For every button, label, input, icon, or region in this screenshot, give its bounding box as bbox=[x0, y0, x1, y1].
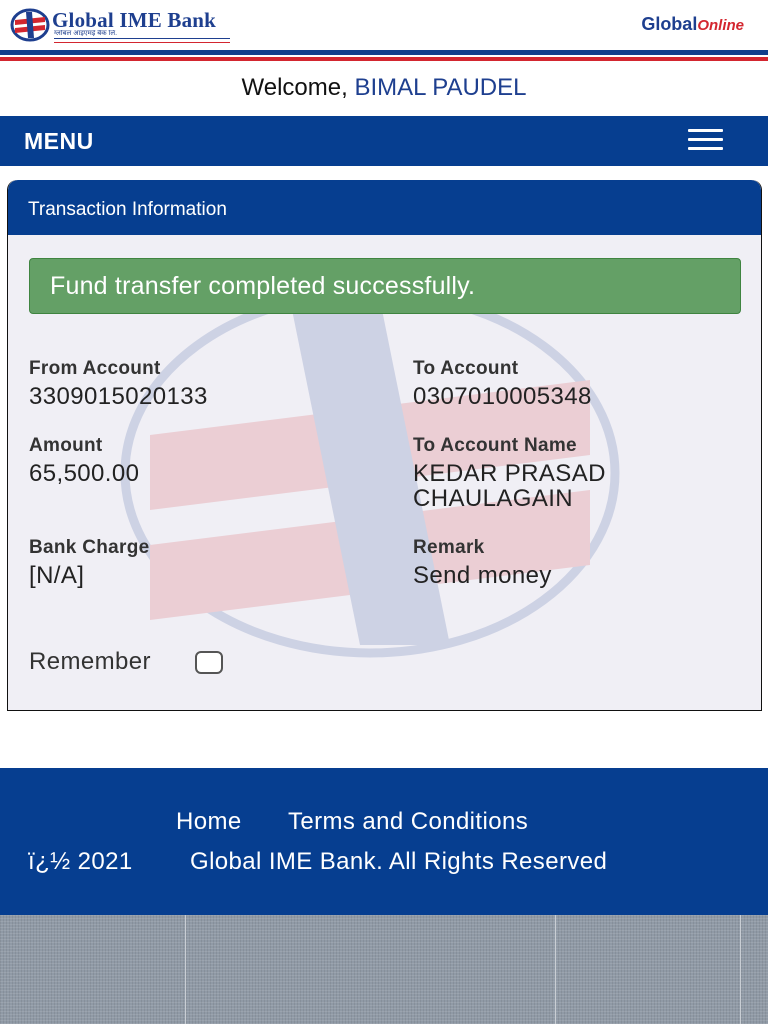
remark-value: Send money bbox=[413, 562, 552, 589]
bank-charge-value: [N/A] bbox=[29, 562, 85, 589]
brand-underline bbox=[54, 38, 230, 43]
footer-link-terms[interactable]: Terms and Conditions bbox=[288, 808, 529, 835]
amount-label: Amount bbox=[29, 435, 103, 456]
to-account-name-line1: KEDAR PRASAD bbox=[413, 460, 606, 487]
online-brand-text: Global bbox=[641, 14, 698, 34]
header-stripe-red bbox=[0, 57, 768, 61]
bank-charge-label: Bank Charge bbox=[29, 537, 150, 558]
transaction-panel bbox=[7, 180, 762, 711]
from-account-value: 3309015020133 bbox=[29, 383, 208, 410]
footer-copyright: ï¿½ 2021 bbox=[28, 848, 133, 875]
global-ime-globe-icon bbox=[10, 8, 50, 42]
texture-seam bbox=[740, 915, 741, 1024]
texture-seam bbox=[185, 915, 186, 1024]
to-account-name-label: To Account Name bbox=[413, 435, 577, 456]
hamburger-icon[interactable] bbox=[688, 129, 724, 151]
remember-checkbox[interactable] bbox=[195, 651, 223, 674]
texture-seam bbox=[555, 915, 556, 1024]
from-account-label: From Account bbox=[29, 358, 161, 379]
to-account-value: 0307010005348 bbox=[413, 383, 592, 410]
bank-tagline: ग्लोबल आइएमई बैंक लि. bbox=[54, 30, 118, 37]
remark-label: Remark bbox=[413, 537, 485, 558]
header-stripe-blue bbox=[0, 50, 768, 55]
footer-rights: Global IME Bank. All Rights Reserved bbox=[190, 848, 608, 875]
menu-label: MENU bbox=[24, 128, 94, 154]
to-account-name-line2: CHAULAGAIN bbox=[413, 485, 574, 512]
panel-header bbox=[8, 180, 761, 235]
menu-bar bbox=[0, 116, 768, 166]
success-alert bbox=[29, 258, 741, 314]
online-brand-accent: Online bbox=[697, 17, 744, 34]
bottom-background bbox=[0, 915, 768, 1024]
footer bbox=[0, 768, 768, 915]
remember-label: Remember bbox=[29, 648, 151, 675]
user-name: BIMAL PAUDEL bbox=[354, 74, 527, 101]
welcome-banner bbox=[0, 74, 768, 102]
panel-title: Transaction Information bbox=[28, 199, 227, 220]
bank-name: Global IME Bank bbox=[52, 8, 217, 32]
footer-link-home[interactable]: Home bbox=[176, 808, 242, 835]
to-account-label: To Account bbox=[413, 358, 519, 379]
welcome-greeting: Welcome, bbox=[241, 74, 348, 101]
amount-value: 65,500.00 bbox=[29, 460, 140, 487]
success-message: Fund transfer completed successfully. bbox=[50, 272, 476, 300]
global-online-logo bbox=[641, 14, 744, 35]
header bbox=[0, 0, 768, 50]
